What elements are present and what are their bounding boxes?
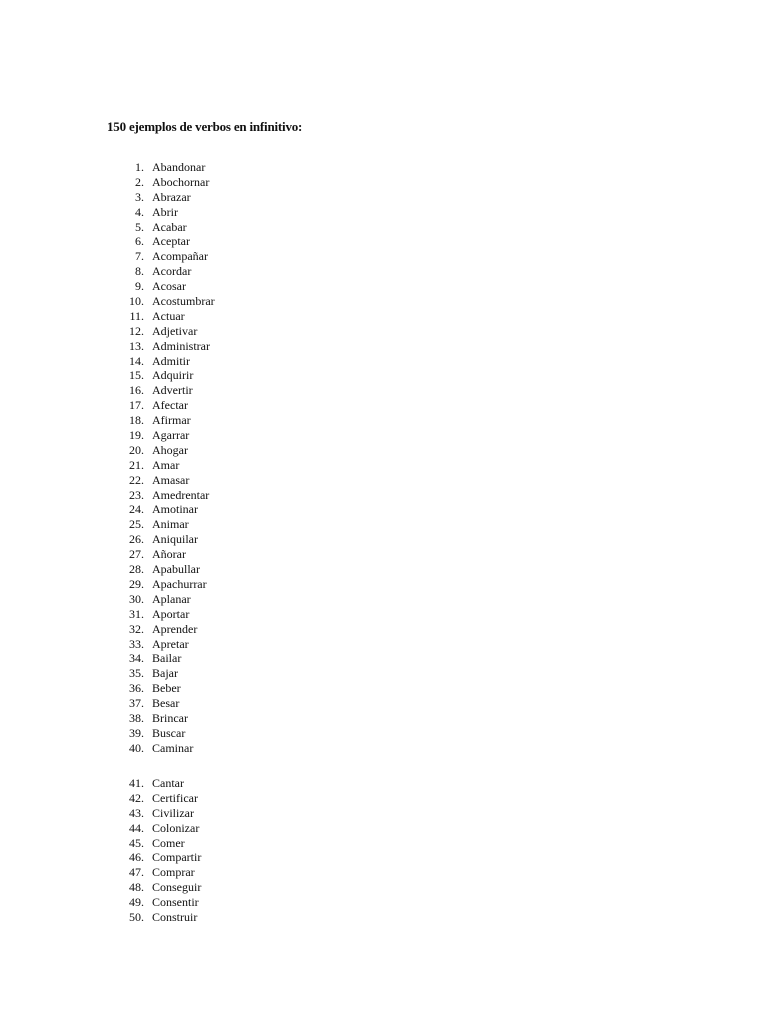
item-number: 24.: [129, 502, 144, 517]
item-verb: Acosar: [152, 279, 186, 294]
list-item: [0, 895, 768, 910]
item-verb: Aplanar: [152, 591, 191, 606]
item-verb: Bailar: [152, 651, 182, 666]
item-number: 12.: [129, 323, 144, 338]
list-item: [0, 517, 768, 532]
item-number: 47.: [129, 865, 144, 880]
item-verb: Construir: [152, 910, 198, 925]
list-item: [0, 264, 768, 279]
list-item: [0, 175, 768, 190]
item-number: 45.: [129, 835, 144, 850]
item-number: 42.: [129, 790, 144, 805]
item-verb: Amar: [152, 457, 180, 472]
item-verb: Bajar: [152, 666, 178, 681]
list-item: [0, 711, 768, 726]
list-item: [0, 547, 768, 562]
list-item: [0, 160, 768, 175]
list-item: [0, 368, 768, 383]
item-verb: Admitir: [152, 353, 190, 368]
list-item: [0, 354, 768, 369]
list-item: [0, 443, 768, 458]
item-verb: Apretar: [152, 636, 189, 651]
item-number: 21.: [129, 457, 144, 472]
item-number: 40.: [129, 740, 144, 755]
item-verb: Amedrentar: [152, 487, 210, 502]
item-verb: Abandonar: [152, 160, 206, 174]
item-verb: Beber: [152, 681, 181, 696]
list-item: [0, 428, 768, 443]
item-verb: Comprar: [152, 865, 195, 880]
item-verb: Amasar: [152, 472, 190, 487]
item-number: 9.: [135, 279, 144, 294]
item-number: 39.: [129, 725, 144, 740]
item-number: 33.: [129, 636, 144, 651]
item-verb: Ahogar: [152, 442, 188, 457]
item-verb: Actuar: [152, 308, 185, 323]
item-verb: Brincar: [152, 710, 188, 725]
list-item: [0, 562, 768, 577]
list-item: [0, 413, 768, 428]
item-number: 50.: [129, 910, 144, 925]
item-number: 36.: [129, 681, 144, 696]
list-item: [0, 488, 768, 503]
item-number: 37.: [129, 696, 144, 711]
list-item: [0, 339, 768, 354]
item-verb: Afectar: [152, 398, 188, 413]
list-item: [0, 791, 768, 806]
item-number: 27.: [129, 547, 144, 562]
list-item: [0, 666, 768, 681]
verb-list-section-1: [0, 160, 768, 756]
item-verb: Añorar: [152, 547, 186, 562]
item-number: 22.: [129, 472, 144, 487]
list-item: [0, 806, 768, 821]
item-verb: Colonizar: [152, 820, 200, 835]
item-number: 4.: [135, 204, 144, 219]
item-number: 3.: [135, 189, 144, 204]
list-item: [0, 577, 768, 592]
item-verb: Besar: [152, 696, 180, 711]
list-item: [0, 234, 768, 249]
list-item: [0, 651, 768, 666]
item-verb: Advertir: [152, 383, 193, 398]
item-verb: Consentir: [152, 895, 199, 910]
item-number: 31.: [129, 606, 144, 621]
list-item: [0, 324, 768, 339]
list-item: [0, 865, 768, 880]
item-number: 15.: [129, 368, 144, 383]
item-verb: Caminar: [152, 740, 194, 755]
item-number: 19.: [129, 428, 144, 443]
item-verb: Acordar: [152, 264, 192, 279]
item-number: 1.: [135, 160, 144, 174]
item-number: 43.: [129, 805, 144, 820]
item-verb: Abrir: [152, 204, 178, 219]
item-verb: Abochornar: [152, 174, 210, 189]
item-verb: Certificar: [152, 790, 198, 805]
list-item: [0, 190, 768, 205]
list-item: [0, 249, 768, 264]
list-item: [0, 309, 768, 324]
list-item: [0, 473, 768, 488]
item-number: 46.: [129, 850, 144, 865]
item-number: 2.: [135, 174, 144, 189]
item-verb: Cantar: [152, 776, 184, 790]
item-number: 8.: [135, 264, 144, 279]
list-item: [0, 294, 768, 309]
list-item: [0, 726, 768, 741]
item-verb: Apabullar: [152, 562, 200, 577]
list-item: [0, 880, 768, 895]
item-verb: Acompañar: [152, 249, 208, 264]
item-number: 7.: [135, 249, 144, 264]
item-number: 30.: [129, 591, 144, 606]
item-verb: Animar: [152, 517, 189, 532]
page-title: 150 ejemplos de verbos en infinitivo:: [107, 119, 303, 134]
item-verb: Aportar: [152, 606, 190, 621]
item-number: 35.: [129, 666, 144, 681]
item-number: 28.: [129, 562, 144, 577]
item-number: 44.: [129, 820, 144, 835]
item-number: 13.: [129, 338, 144, 353]
list-item: [0, 776, 768, 791]
item-number: 49.: [129, 895, 144, 910]
list-item: [0, 910, 768, 925]
list-item: [0, 458, 768, 473]
item-number: 11.: [129, 308, 144, 323]
item-number: 16.: [129, 383, 144, 398]
item-number: 6.: [135, 234, 144, 249]
item-number: 14.: [129, 353, 144, 368]
item-verb: Acabar: [152, 219, 187, 234]
list-item: [0, 607, 768, 622]
list-item: [0, 637, 768, 652]
list-item: [0, 398, 768, 413]
item-verb: Comer: [152, 835, 185, 850]
list-item: [0, 850, 768, 865]
item-verb: Acostumbrar: [152, 294, 215, 309]
item-verb: Abrazar: [152, 189, 191, 204]
item-number: 26.: [129, 532, 144, 547]
list-item: [0, 220, 768, 235]
item-verb: Buscar: [152, 725, 186, 740]
item-number: 17.: [129, 398, 144, 413]
item-number: 32.: [129, 621, 144, 636]
list-item: [0, 836, 768, 851]
item-verb: Adjetivar: [152, 323, 198, 338]
item-number: 5.: [135, 219, 144, 234]
item-verb: Apachurrar: [152, 576, 207, 591]
item-number: 23.: [129, 487, 144, 502]
list-item: [0, 622, 768, 637]
item-verb: Civilizar: [152, 805, 194, 820]
item-verb: Aceptar: [152, 234, 190, 249]
list-item: [0, 532, 768, 547]
list-item: [0, 383, 768, 398]
list-item: [0, 741, 768, 756]
list-item: [0, 821, 768, 836]
item-number: 10.: [129, 294, 144, 309]
item-verb: Amotinar: [152, 502, 198, 517]
item-number: 38.: [129, 710, 144, 725]
item-verb: Agarrar: [152, 428, 190, 443]
item-verb: Aniquilar: [152, 532, 198, 547]
item-number: 34.: [129, 651, 144, 666]
list-item: [0, 279, 768, 294]
list-item: [0, 502, 768, 517]
item-verb: Compartir: [152, 850, 202, 865]
list-item: [0, 592, 768, 607]
item-verb: Adquirir: [152, 368, 194, 383]
item-verb: Administrar: [152, 338, 210, 353]
item-verb: Afirmar: [152, 413, 191, 428]
item-number: 41.: [129, 776, 144, 790]
list-item: [0, 681, 768, 696]
verb-list-section-2: [0, 776, 768, 925]
list-item: [0, 205, 768, 220]
item-verb: Conseguir: [152, 880, 202, 895]
item-number: 20.: [129, 442, 144, 457]
item-number: 48.: [129, 880, 144, 895]
item-number: 25.: [129, 517, 144, 532]
item-number: 18.: [129, 413, 144, 428]
item-verb: Aprender: [152, 621, 198, 636]
item-number: 29.: [129, 576, 144, 591]
list-item: [0, 696, 768, 711]
